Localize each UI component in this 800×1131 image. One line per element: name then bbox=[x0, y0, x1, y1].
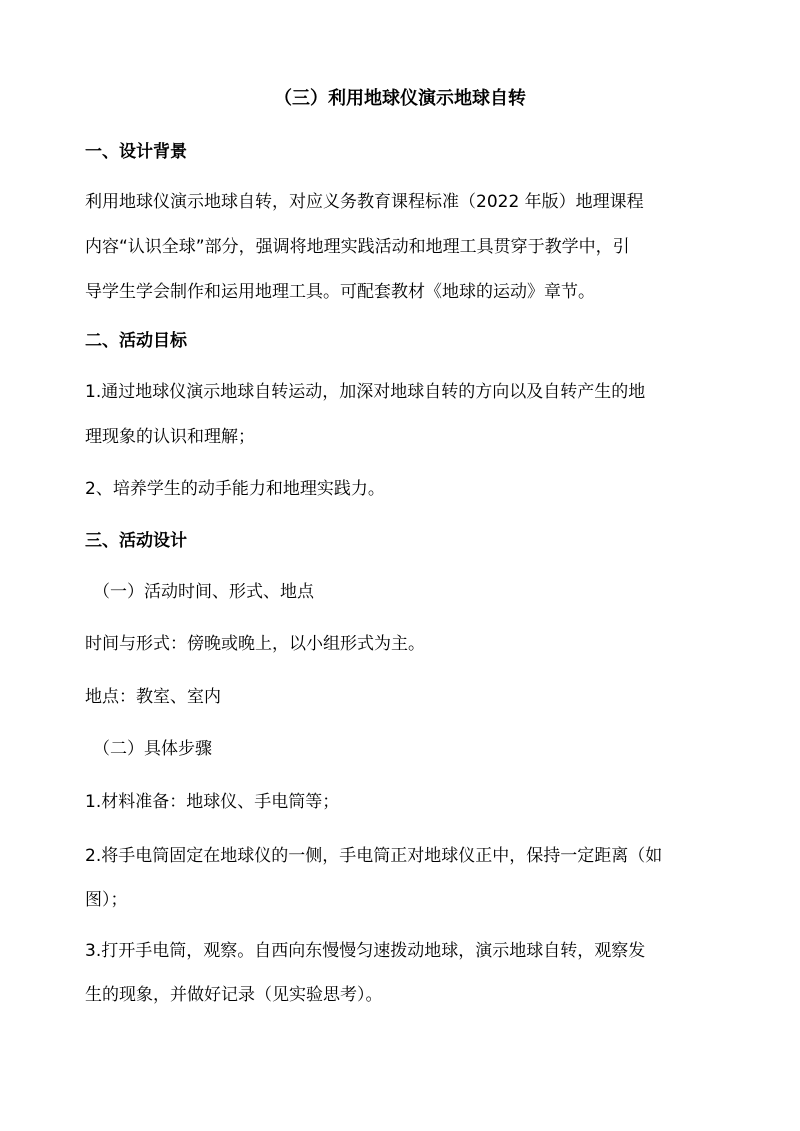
document-title: （三）利用地球仪演示地球自转 bbox=[274, 88, 526, 109]
section-heading-goals: 二、活动目标 bbox=[85, 331, 187, 351]
goal-item-2: 2、培养学生的动手能力和地理实践力。 bbox=[85, 479, 385, 499]
subsection-heading-steps: （二）具体步骤 bbox=[93, 739, 212, 759]
section-heading-design: 三、活动设计 bbox=[85, 531, 187, 551]
step-1: 1.材料准备：地球仪、手电筒等； bbox=[85, 792, 340, 812]
background-paragraph-line-1: 利用地球仪演示地球自转，对应义务教育课程标准（2022 年版）地理课程 bbox=[85, 192, 644, 212]
step-3-line-1: 3.打开手电筒，观察。自西向东慢慢匀速拨动地球，演示地球自转，观察发 bbox=[85, 941, 646, 961]
background-paragraph-line-2: 内容“认识全球”部分，强调将地理实践活动和地理工具贯穿于教学中，引 bbox=[85, 237, 630, 257]
background-paragraph-line-3: 导学生学会制作和运用地理工具。可配套教材《地球的运动》章节。 bbox=[85, 282, 595, 302]
step-2-line-2: 图）； bbox=[85, 890, 128, 910]
section-heading-background: 一、设计背景 bbox=[85, 142, 187, 162]
goal-item-1-line-2: 理现象的认识和理解； bbox=[85, 427, 255, 447]
goal-item-1-line-1: 1.通过地球仪演示地球自转运动，加深对地球自转的方向以及自转产生的地 bbox=[85, 382, 646, 402]
subsection-heading-time-place: （一）活动时间、形式、地点 bbox=[93, 582, 314, 602]
step-3-line-2: 生的现象，并做好记录（见实验思考）。 bbox=[85, 985, 383, 1005]
step-2-line-1: 2.将手电筒固定在地球仪的一侧，手电筒正对地球仪正中，保持一定距离（如 bbox=[85, 846, 663, 866]
time-and-form: 时间与形式：傍晚或晚上，以小组形式为主。 bbox=[85, 634, 425, 654]
place: 地点：教室、室内 bbox=[85, 687, 221, 707]
